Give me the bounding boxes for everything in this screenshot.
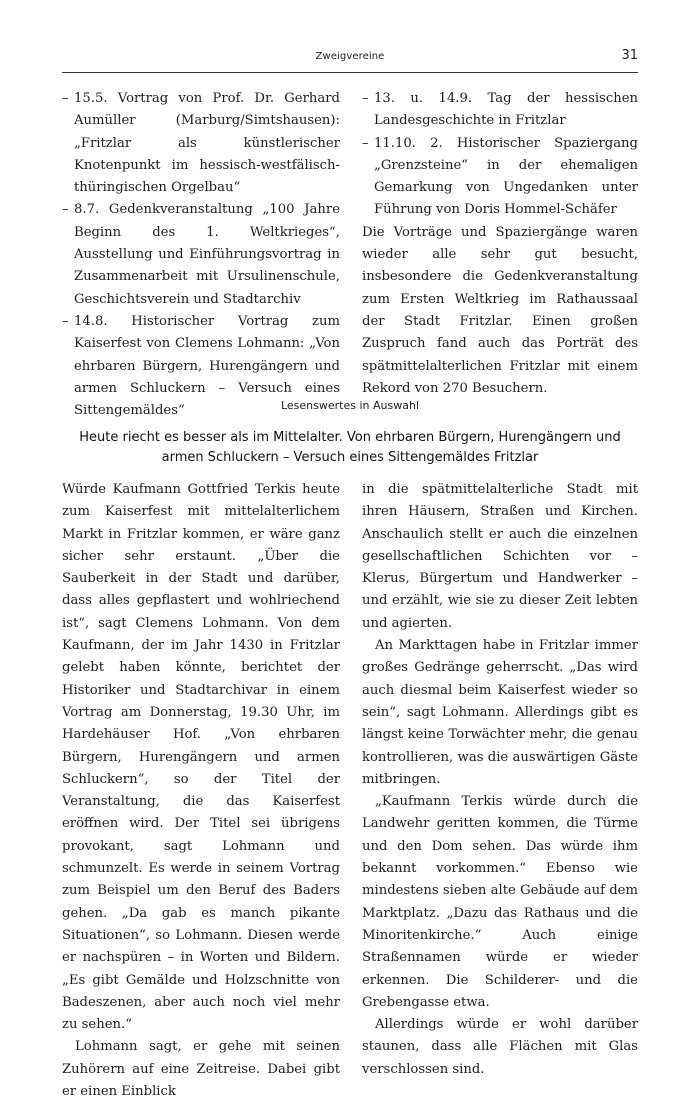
event-text: 14.8. Historischer Vortrag zum Kaiserfest von Clemens Lohmann: „Von ehrbaren Bürgern, Hurengängern und armen Schluckern – Versuch eines Sittengemäldes“: [74, 313, 340, 419]
list-dash: –: [62, 91, 69, 106]
event-item: [62, 199, 340, 310]
article-column-right: [362, 479, 638, 1081]
article-paragraph: Würde Kaufmann Gottfried Terkis heute zum Kaiserfest mit mittelalterlichem Markt in Fritzlar kommen, er wäre ganz sicher sehr erstaunt. „Über die Sauberkeit in der Stadt und darüber, dass alles gepflastert und wohlriechend ist“, sagt Clemens Lohmann. Von dem Kaufmann, der im Jahr 1430 in Fritzlar gelebt haben könnte, berichtet der Historiker und Stadtarchivar in einem Vortrag am Donnerstag, 19.30 Uhr, im Hardehäuser Hof. „Von ehrbaren Bürgern, Hurengängern und armen Schluckern“, so der Titel der Veranstaltung, die das Kaiserfest eröffnen wird. Der Titel sei übrigens provokant, sagt Lohmann und schmunzelt. Es werde in seinem Vortrag zum Beispiel um den Beruf des Baders gehen. „Da gab es manch pikante Situationen“, so Lohmann. Diesen werde er nachspüren – in Worten und Bildern. „Es gibt Gemälde und Holzschnitte von Badeszenen, aber auch noch viel mehr zu sehen.“: [62, 482, 340, 1033]
list-dash: –: [362, 135, 369, 151]
article-title-line: armen Schluckern – Versuch eines Sittengemäldes Fritzlar: [161, 450, 539, 465]
event-item: [362, 133, 638, 222]
article-title: [72, 428, 628, 468]
article-paragraph: „Kaufmann Terkis würde durch die Landwehr geritten kommen, die Türme und den Dom sehen. Das würde ihm bekannt vorkommen.“ Ebenso wie mindestens sieben alte Gebäude auf dem Marktplatz. „Dazu das Rathaus und die Minoritenkirche.“ Auch einige Straßennamen würde er wieder erkennen. Die Schilderer- und die Grebengasse etwa.: [362, 794, 638, 1010]
list-dash: –: [62, 313, 69, 329]
event-text: 8.7. Gedenkveranstaltung „100 Jahre Beginn des 1. Weltkrieges“, Ausstellung und Einführungsvortrag in Zusammenarbeit mit Ursulinenschule, Geschichtsverein und Stadtarchiv: [74, 202, 340, 307]
event-text: 15.5. Vortrag von Prof. Dr. Gerhard Aumüller (Marburg/Simtshausen): „Fritzlar als künstlerischer Knotenpunkt im hessisch-westfälisch-thüringischen Orgelbau“: [74, 91, 340, 196]
article-paragraph: An Markttagen habe in Fritzlar immer großes Gedränge geherrscht. „Das wird auch diesmal beim Kaiserfest wieder so sein“, sagt Lohmann. Allerdings gibt es längst keine Torwächter mehr, die genau kontrollieren, was die auswärtigen Gäste mitbringen.: [362, 638, 638, 787]
events-list-right: [362, 88, 638, 400]
event-item: [362, 88, 638, 133]
event-item: [62, 88, 340, 199]
list-dash: –: [362, 91, 369, 106]
section-label: Lesenswertes in Auswahl: [280, 399, 419, 412]
article-paragraph: Lohmann sagt, er gehe mit seinen Zuhörern auf eine Zeitreise. Dabei gibt er einen Einblick: [62, 1039, 340, 1100]
page-header: [62, 48, 638, 73]
list-dash: –: [62, 202, 69, 218]
article-column-left: [62, 479, 340, 1103]
events-list-left: [62, 88, 340, 422]
article-paragraph: in die spätmittelalterliche Stadt mit ihren Häusern, Straßen und Kirchen. Anschaulich stellt er auch die einzelnen gesellschaftlichen Schichten vor – Klerus, Bürgertum und Handwerker – und erzählt, wie sie zu dieser Zeit lebten und agierten.: [362, 482, 638, 631]
article-title-line: Heute riecht es besser als im Mittelalter. Von ehrbaren Bürgern, Hurengängern und: [79, 430, 621, 445]
page-number: 31: [621, 48, 638, 63]
events-summary: Die Vorträge und Spaziergänge waren wieder alle sehr gut besucht, insbesondere die Gedenkveranstaltung zum Ersten Weltkrieg im Rathaussaal der Stadt Fritzlar. Einen großen Zuspruch fand auch das Porträt des spätmittelalterlichen Fritzlar mit einem Rekord von 270 Besuchern.: [362, 224, 638, 396]
article-paragraph: Allerdings würde er wohl darüber staunen, dass alle Flächen mit Glas verschlossen sind.: [362, 1017, 638, 1077]
event-text: 11.10. 2. Historischer Spaziergang „Grenzsteine“ in der ehemaligen Gemarkung von Ungedanken unter Führung von Doris Hommel-Schäfer: [374, 135, 638, 218]
event-text: 13. u. 14.9. Tag der hessischen Landesgeschichte in Fritzlar: [374, 91, 638, 129]
running-head: Zweigvereine: [315, 51, 385, 62]
